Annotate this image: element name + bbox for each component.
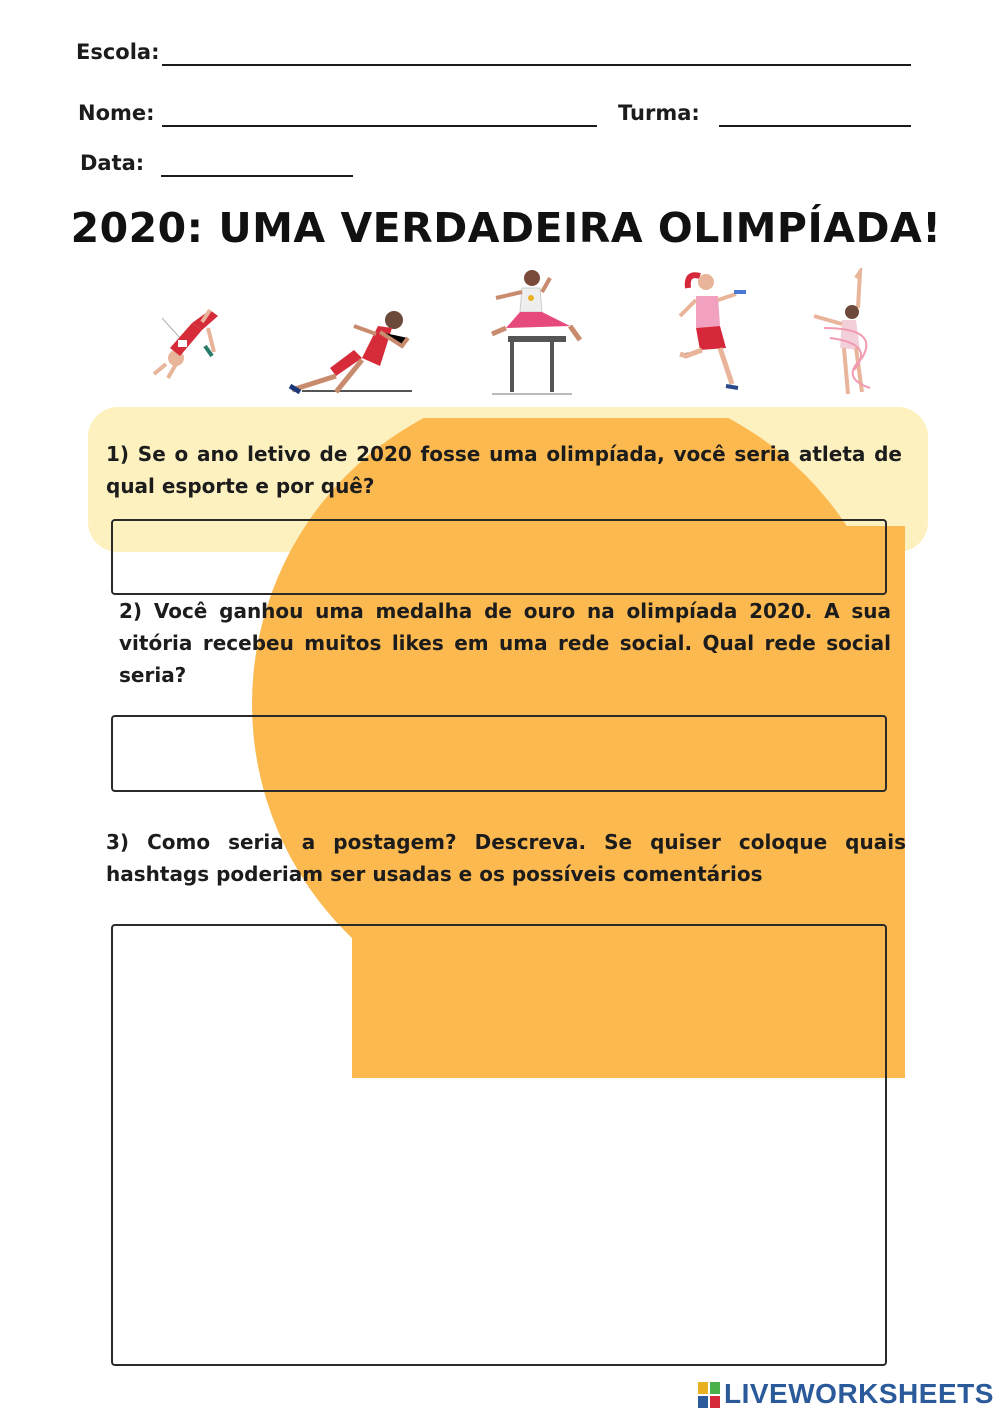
answer-3-box[interactable]: [111, 924, 887, 1366]
liveworksheets-logo: [698, 1378, 994, 1412]
relay-runner-icon: [680, 274, 746, 388]
answer-2-box[interactable]: [111, 715, 887, 792]
liveworksheets-logo-text: LIVEWORKSHEETS: [724, 1378, 994, 1409]
nome-field[interactable]: [162, 125, 597, 127]
question-1-text: 1) Se o ano letivo de 2020 fosse uma olimpíada, você seria atleta de qual esporte e por quê?: [106, 442, 902, 498]
escola-field[interactable]: [162, 64, 911, 66]
high-jumper-icon: [154, 310, 218, 378]
athletes-illustration: [140, 268, 940, 402]
rhythmic-gymnast-icon: [814, 272, 870, 394]
question-3-text: 3) Como seria a postagem? Descreva. Se quiser coloque quais hashtags poderiam ser usadas e os possíveis comentários: [106, 830, 906, 886]
data-field[interactable]: [161, 175, 353, 177]
turma-field[interactable]: [719, 125, 911, 127]
turma-label: Turma:: [618, 101, 700, 125]
nome-label: Nome:: [78, 101, 155, 125]
escola-label: Escola:: [76, 40, 160, 64]
hurdler-icon: [492, 270, 580, 394]
sprinter-icon: [290, 311, 412, 392]
liveworksheets-logo-icon: [698, 1382, 720, 1408]
answer-1-box[interactable]: [111, 519, 887, 595]
question-2-text: 2) Você ganhou uma medalha de ouro na olimpíada 2020. A sua vitória recebeu muitos likes em uma rede social. Qual rede social seria?: [119, 599, 891, 687]
page-title: 2020: UMA VERDADEIRA OLIMPÍADA!: [70, 204, 942, 252]
data-label: Data:: [80, 151, 145, 175]
